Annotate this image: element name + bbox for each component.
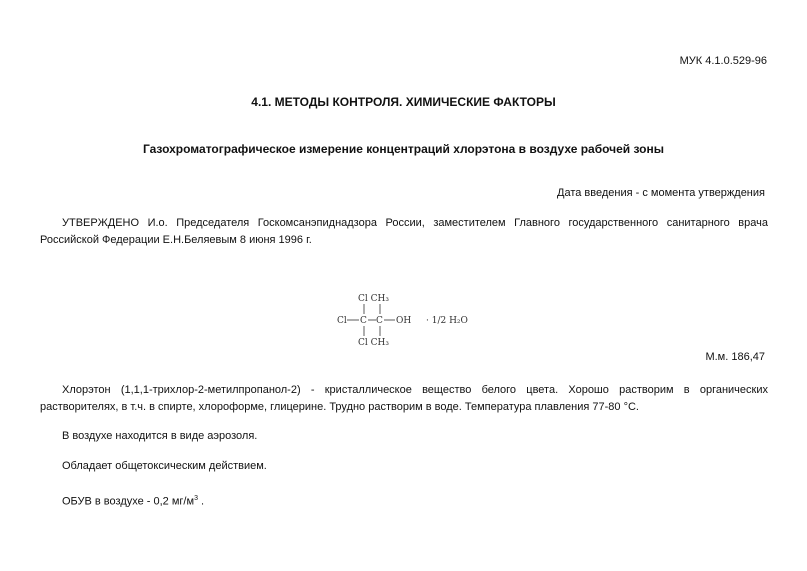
document-title: Газохроматографическое измерение концентраций хлорэтона в воздухе рабочей зоны	[142, 142, 665, 156]
formula-carbon-2: C	[376, 316, 383, 326]
description-paragraph: Хлорэтон (1,1,1-трихлор-2-метилпропанол-2) - кристаллическое вещество белого цвета. Хорошо растворим в органических растворителях, в т.ч. в спирте, хлороформе, глицерине. Трудно растворим в воде. Температура плавления 77-80 °С.	[40, 384, 768, 413]
formula-left-chlorine: Cl	[337, 316, 347, 326]
document-code: МУК 4.1.0.529-96	[679, 55, 767, 67]
approval-paragraph: УТВЕРЖДЕНО И.о. Председателя Госкомсанэпиднадзора России, заместителем Главного государственного санитарного врача Российской Федерации Е.Н.Беляевым 8 июня 1996 г.	[40, 217, 768, 246]
formula-hydroxyl: OH	[396, 316, 412, 326]
introduction-date: Дата введения - с момента утверждения	[557, 187, 765, 199]
obuv-paragraph	[40, 490, 768, 511]
molecular-mass: М.м. 186,47	[705, 351, 765, 363]
formula-carbon-1: C	[360, 316, 367, 326]
formula-bottom-substituents: Cl CH₃	[358, 338, 389, 348]
formula-hydrate: · 1/2 H₂O	[426, 316, 468, 326]
chemical-structure-formula	[330, 290, 480, 350]
section-title: 4.1. МЕТОДЫ КОНТРОЛЯ. ХИМИЧЕСКИЕ ФАКТОРЫ	[251, 95, 556, 109]
obuv-end: .	[201, 495, 205, 508]
toxicity-paragraph: Обладает общетоксическим действием.	[62, 460, 267, 472]
obuv-text: ОБУВ в воздухе - 0,2 мг/м	[62, 495, 195, 508]
air-form-paragraph: В воздухе находится в виде аэрозоля.	[62, 430, 258, 442]
formula-top-substituents: Cl CH₃	[358, 294, 389, 304]
obuv-superscript: 3	[194, 495, 198, 502]
